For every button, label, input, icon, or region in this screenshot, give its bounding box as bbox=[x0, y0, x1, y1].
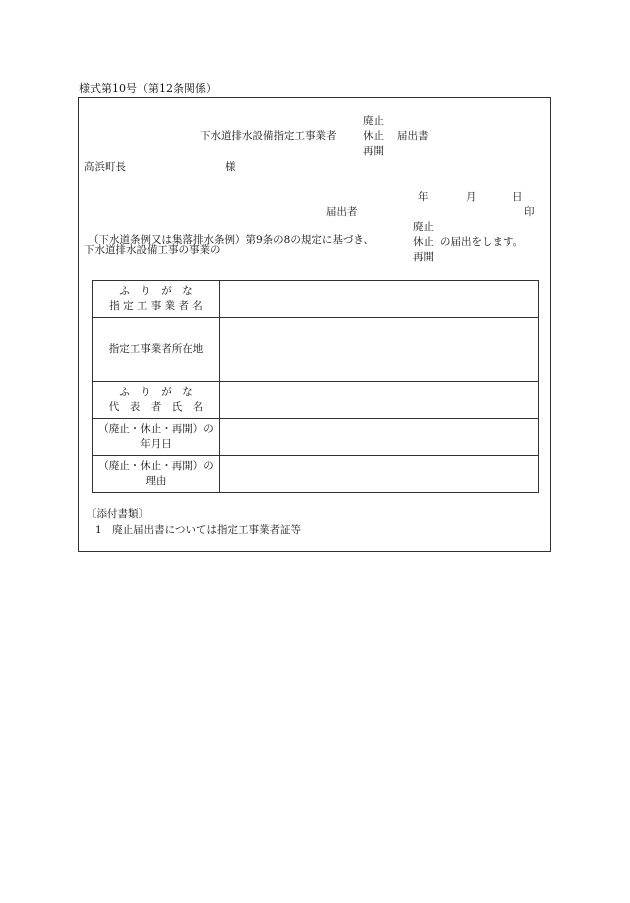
attachment-item: 1 廃止届出書については指定工事業者証等 bbox=[95, 524, 301, 536]
title-suffix: 届出書 bbox=[397, 130, 429, 142]
body-option-saikai: 再開 bbox=[413, 251, 434, 263]
reason-field[interactable] bbox=[220, 456, 539, 493]
notifier-seal: 印 bbox=[524, 206, 535, 218]
notifier-label: 届出者 bbox=[326, 206, 358, 218]
body-option-haishi: 廃止 bbox=[413, 221, 434, 233]
title-option-kyushi: 休止 bbox=[363, 130, 384, 142]
table-row-address bbox=[93, 318, 539, 382]
label-reason-line2: 理由 bbox=[145, 475, 167, 487]
label-date bbox=[93, 419, 220, 456]
label-reason-line1: （廃止・休止・再開）の bbox=[98, 460, 214, 473]
date-field[interactable] bbox=[220, 419, 539, 456]
body-suffix: の届出をします。 bbox=[440, 236, 524, 248]
table-row-furigana-company bbox=[93, 281, 539, 318]
addressee-honorific: 様 bbox=[225, 161, 236, 173]
addressee-name: 高浜町長 bbox=[84, 161, 126, 173]
label-furigana: ふ り が な bbox=[119, 285, 193, 298]
label-reason bbox=[93, 456, 220, 493]
label-address bbox=[93, 318, 220, 382]
company-name-field[interactable] bbox=[220, 281, 539, 318]
label-address-text: 指定工事業者所在地 bbox=[108, 343, 204, 356]
form-table bbox=[92, 280, 539, 493]
label-representative bbox=[93, 382, 220, 419]
label-representative-text: 代 表 者 氏 名 bbox=[108, 401, 204, 413]
label-company-name-text: 指 定 工 事 業 者 名 bbox=[109, 300, 203, 312]
body-line1: （下水道条例又は集落排水条例）第9条の8の規定に基づき、 bbox=[88, 234, 374, 246]
table-row-date bbox=[93, 419, 539, 456]
label-date-line1: （廃止・休止・再開）の bbox=[98, 423, 214, 436]
body-option-kyushi: 休止 bbox=[413, 236, 434, 248]
date-month: 月 bbox=[466, 191, 477, 203]
label-furigana-2: ふ り が な bbox=[119, 386, 193, 399]
table-row-representative bbox=[93, 382, 539, 419]
table-row-reason bbox=[93, 456, 539, 493]
address-field[interactable] bbox=[220, 318, 539, 382]
attachments-heading: 〔添付書類〕 bbox=[86, 508, 149, 520]
date-year: 年 bbox=[418, 191, 429, 203]
body-line2: 下水道排水設備工事の事業の bbox=[84, 244, 221, 256]
title-option-haishi: 廃止 bbox=[363, 115, 384, 127]
title-option-saikai: 再開 bbox=[363, 145, 384, 157]
representative-field[interactable] bbox=[220, 382, 539, 419]
label-company-name bbox=[93, 281, 220, 318]
date-day: 日 bbox=[512, 191, 523, 203]
title-prefix: 下水道排水設備指定工事業者 bbox=[200, 130, 337, 142]
form-number: 様式第10号（第12条関係） bbox=[79, 82, 217, 95]
label-date-line2: 年月日 bbox=[140, 438, 172, 450]
